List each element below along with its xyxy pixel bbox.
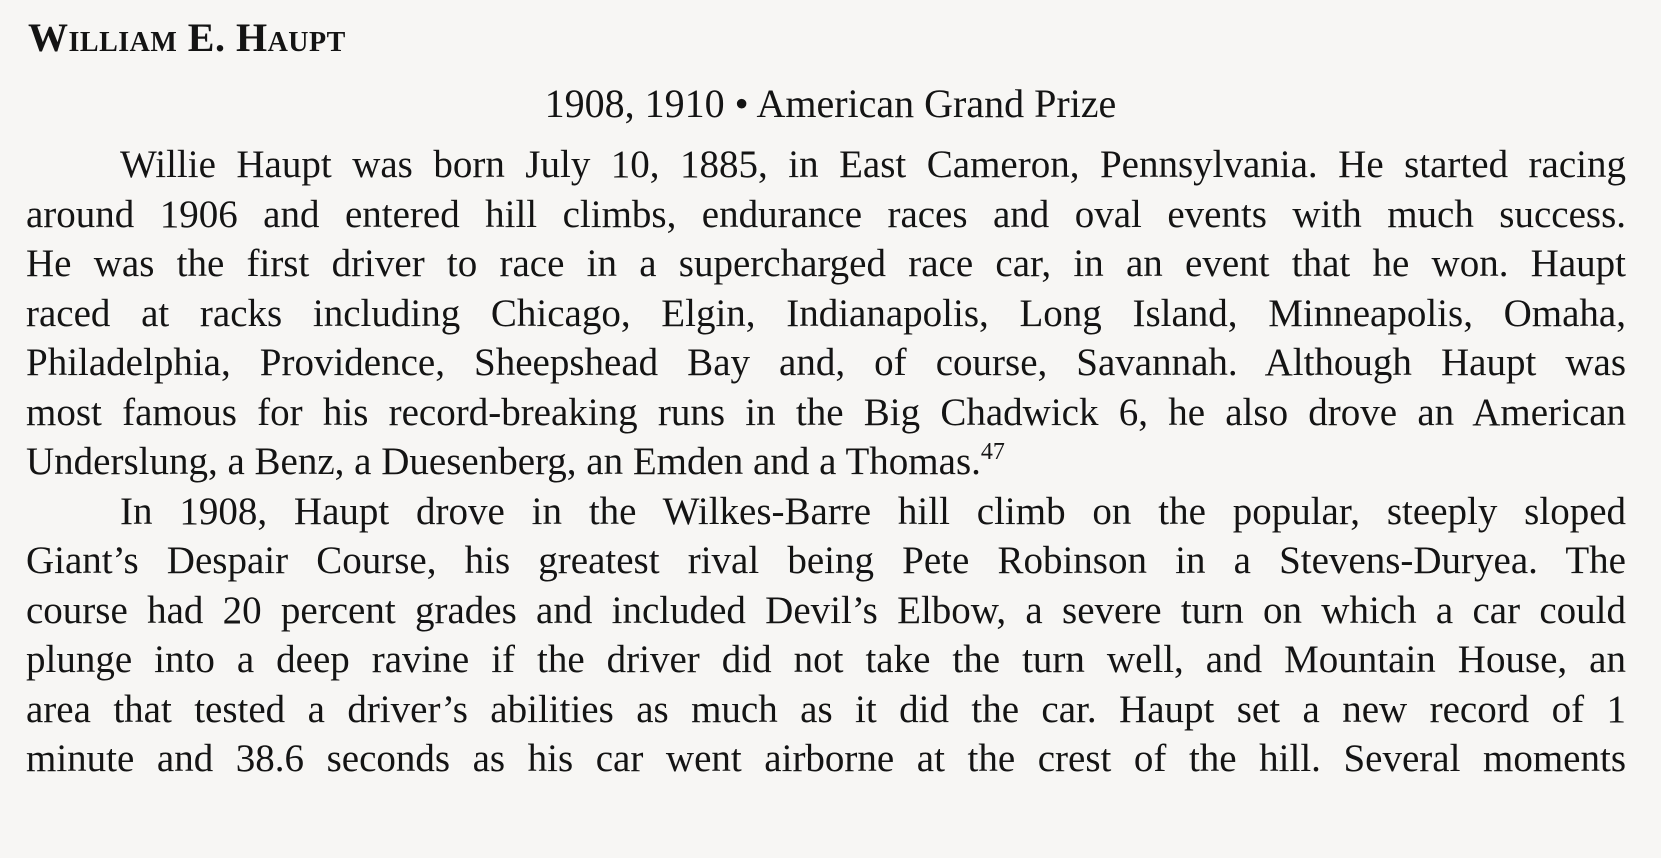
race-subheading: 1908, 1910 • American Grand Prize xyxy=(544,81,1117,126)
text-line: He was the first driver to race in a supercharged race car, in an event that he won. Haupt xyxy=(26,242,1626,285)
footnote-marker: 47 xyxy=(980,439,1005,465)
text-line: course had 20 percent grades and included Devil’s Elbow, a severe turn on which a car could xyxy=(26,588,1626,632)
body-text xyxy=(26,140,1626,784)
text-line: plunge into a deep ravine if the driver did not take the turn well, and Mountain House, an xyxy=(26,638,1626,681)
text-line: raced at racks including Chicago, Elgin, Indianapolis, Long Island, Minneapolis, Omaha, xyxy=(26,291,1626,335)
text-line: area that tested a driver’s abilities as much as it did the car. Haupt set a new record of 1 xyxy=(26,687,1626,731)
text-line: Willie Haupt was born July 10, 1885, in East Cameron, Pennsylvania. He started racing xyxy=(120,143,1626,186)
text-line: Underslung, a Benz, a Duesenberg, an Emden and a Thomas. xyxy=(26,440,981,483)
paragraph-2 xyxy=(26,487,1626,784)
text-line-last xyxy=(26,437,1626,487)
page-title: William E. Haupt xyxy=(28,15,346,60)
text-line: Philadelphia, Providence, Sheepshead Bay and, of course, Savannah. Although Haupt was xyxy=(26,341,1626,384)
text-line: around 1906 and entered hill climbs, endurance races and oval events with much success. xyxy=(26,192,1626,236)
paragraph-1 xyxy=(26,140,1626,487)
text-line: In 1908, Haupt drove in the Wilkes-Barre hill climb on the popular, steeply sloped xyxy=(120,489,1626,533)
text-line: most famous for his record-breaking runs in the Big Chadwick 6, he also drove an American xyxy=(26,390,1626,434)
text-line: minute and 38.6 seconds as his car went airborne at the crest of the hill. Several moments xyxy=(26,737,1626,780)
text-line: Giant’s Despair Course, his greatest rival being Pete Robinson in a Stevens-Duryea. The xyxy=(26,539,1626,582)
